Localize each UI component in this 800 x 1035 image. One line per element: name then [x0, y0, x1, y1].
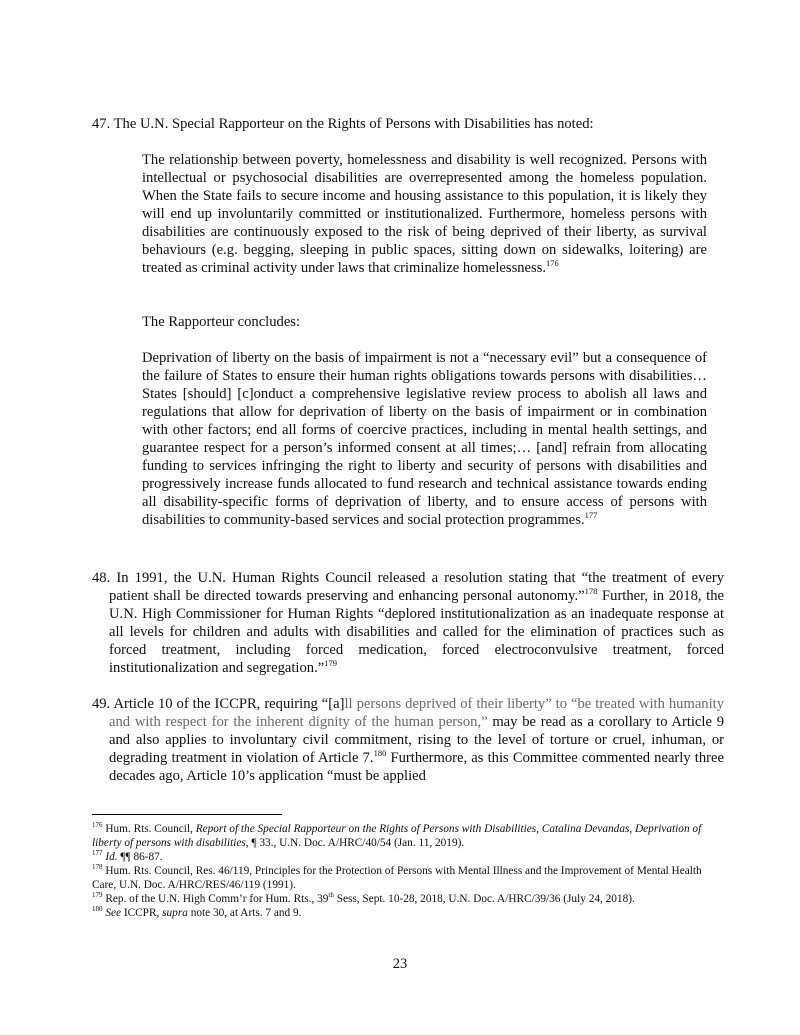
footnote-supra: supra [162, 907, 188, 919]
paragraph-text-a: Article 10 of the ICCPR, requiring “[a] [113, 696, 345, 712]
quoted-text-gray: ll persons deprived of their liberty” to “be treated with humanity and with respect for the inherent dignity of the human person,” [109, 696, 724, 730]
footnote-text: note 30, at Arts. 7 and 9. [187, 907, 302, 919]
quote-text: Deprivation of liberty on the basis of impairment is not a “necessary evil” but a consequence of the failure of States to ensure their human rights obligations towards persons with disabilities…States [should] [c]onduct a comprehensive legislative review process to abolish all laws and regulations that allow for deprivation of liberty on the basis of impairment or in combination with other factors; end all forms of coercive practices, including in mental health settings, and guarantee respect for a person’s informed consent at all times;… [and] refrain from allocating funding to services infringing the right to liberty and security of persons with disabilities and progressively increase funds allocated to fund research and technical assistance towards ending all disability-specific forms of deprivation of liberty, and to ensure access of persons with disabilities to community-based services and social protection programmes. [142, 350, 707, 528]
ordinal-suffix: th [328, 891, 334, 900]
footnote-divider [92, 814, 282, 815]
footnote-number: 177 [92, 849, 103, 858]
paragraph-text-a: In 1991, the U.N. Human Rights Council released a resolution stating that “the treatment of every patient shall be directed towards preserving and enhancing personal autonomy.” [109, 570, 724, 604]
footnote-ref-180[interactable]: 180 [373, 748, 387, 759]
footnote-ref-176[interactable]: 176 [546, 258, 559, 269]
paragraph-text-b: Further, in 2018, the U.N. High Commissioner for Human Rights “deplored institutionalization as an inadequate response at all levels for children and adults with disabilities and called for the elimination of practices such as forced treatment, including forced medication, forced electroconvulsive treatment, forced institutionalization and segregation.” [109, 588, 724, 676]
footnote-ref-179[interactable]: 179 [324, 658, 337, 669]
footnote-number: 176 [92, 821, 103, 830]
footnote-signal: See [102, 907, 122, 919]
footnote-177 [92, 850, 702, 864]
paragraph-text: The U.N. Special Rapporteur on the Rights of Persons with Disabilities has noted: [113, 116, 594, 132]
quote-text: The relationship between poverty, homelessness and disability is well recognized. Persons with intellectual or psychosocial disabilities are overrepresented among the homeless population. When the State fails to secure income and housing assistance to this population, it is likely they will end up involuntarily committed or institutionalized. Furthermore, homeless persons with disabilities are continuously exposed to the risk of being deprived of their liberty, as survival behaviours (e.g. begging, sleeping in public spaces, sitting down on sidewalks, loitering) are treated as criminal activity under laws that criminalize homelessness. [142, 152, 707, 276]
footnote-text: Hum. Rts. Council, [102, 823, 196, 835]
footnote-text: , ¶ 33., U.N. Doc. A/HRC/40/54 (Jan. 11, 2019). [245, 837, 465, 849]
paragraph-48 [92, 569, 724, 677]
footnote-text: Hum. Rts. Council, Res. 46/119, Principles for the Protection of Persons with Mental Illness and the Improvement of Mental Health Care, U.N. Doc. A/HRC/RES/46/119 (1991). [92, 865, 702, 891]
paragraph-text-b: may be read as a corollary to Article 9 and also applies to involuntary civil commitment, rising to the level of torture or cruel, inhuman, or degrading treatment in violation of Article 7. [109, 714, 724, 766]
footnote-179 [92, 892, 702, 906]
paragraph-number: 47. [92, 116, 111, 132]
footnote-number: 179 [92, 891, 103, 900]
footnote-text: Rep. of the U.N. High Comm’r for Hum. Rts., 39 [102, 893, 329, 905]
footnote-title: Report of the Special Rapporteur on the Rights of Persons with Disabilities, Catalina Devandas, Deprivation of liberty of persons with disabilities [92, 823, 702, 849]
paragraph-text-c: Furthermore, as this Committee commented nearly three decades ago, Article 10’s application “must be applied [109, 750, 724, 784]
footnote-178 [92, 864, 702, 892]
paragraph-number: 49. [92, 696, 111, 712]
rapporteur-concludes: The Rapporteur concludes: [142, 314, 301, 330]
paragraph-47 [92, 115, 724, 133]
footnote-number: 178 [92, 863, 103, 872]
block-quote-1 [142, 151, 707, 277]
footnote-text: ICCPR, [121, 907, 163, 919]
page-number: 23 [392, 956, 408, 972]
footnote-text: Sess, Sept. 10-28, 2018, U.N. Doc. A/HRC/39/36 (July 24, 2018). [333, 893, 635, 905]
footnote-id: Id. [102, 851, 118, 863]
footnote-176 [92, 822, 702, 850]
paragraph-number: 48. [92, 570, 111, 586]
footnote-ref-178[interactable]: 178 [584, 586, 598, 597]
block-quote-2 [142, 349, 707, 529]
footnote-text: ¶¶ 86-87. [117, 851, 163, 863]
paragraph-49 [92, 695, 724, 785]
footnote-number: 180 [92, 905, 103, 914]
footnote-ref-177[interactable]: 177 [584, 510, 598, 521]
footnotes [92, 822, 702, 920]
footnote-180 [92, 906, 702, 920]
